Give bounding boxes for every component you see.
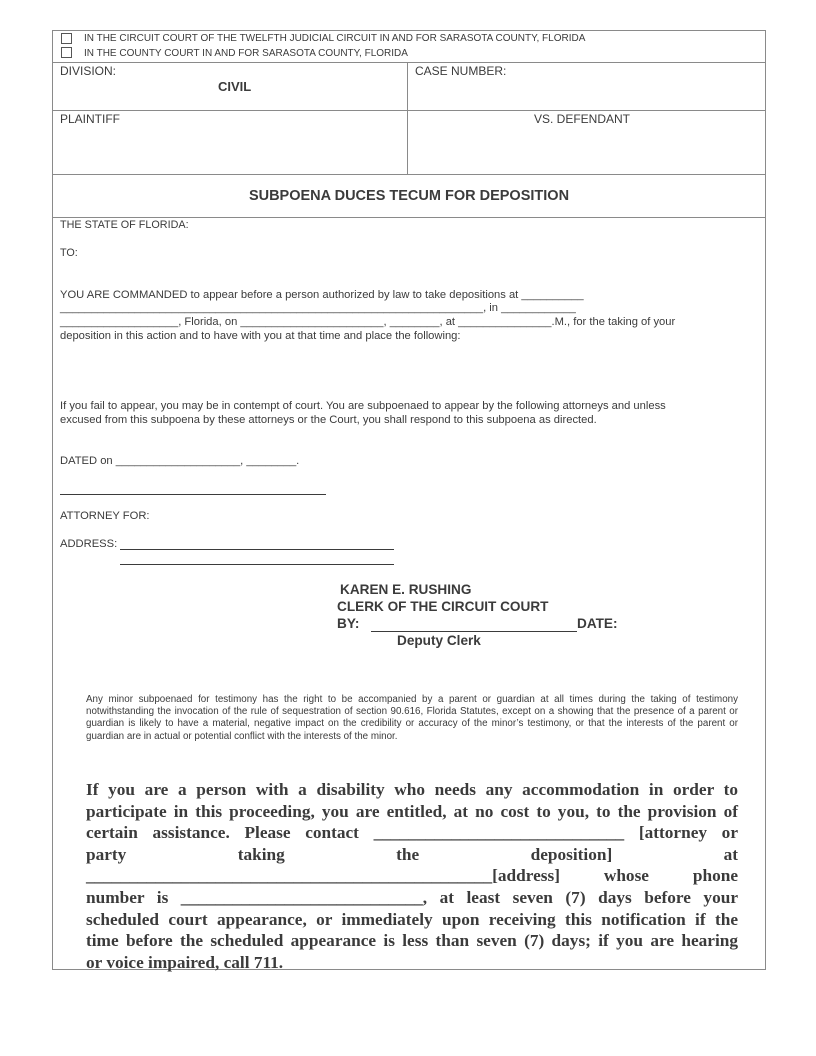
- ada-line: party taking the deposition] at: [86, 844, 738, 864]
- division-label: DIVISION:: [60, 64, 117, 78]
- ada-line: or voice impaired, call 711.: [86, 952, 284, 972]
- division-value: CIVIL: [218, 79, 252, 94]
- clerk-title: CLERK OF THE CIRCUIT COURT: [337, 599, 549, 614]
- county-court-checkbox[interactable]: [61, 47, 72, 58]
- dated-line: DATED on ____________________, ________.: [60, 455, 300, 467]
- command-line-4: deposition in this action and to have with you at that time and place the following:: [60, 330, 461, 342]
- ada-line: certain assistance. Please contact _____________________________ [attorney or: [86, 823, 738, 843]
- address-line-1[interactable]: [120, 549, 394, 550]
- ada-line: _______________________________________________[address] whose phone: [86, 866, 738, 886]
- command-line-1: YOU ARE COMMANDED to appear before a person authorized by law to take depositions at __________: [60, 289, 584, 301]
- contempt-line-1: If you fail to appear, you may be in contempt of court. You are subpoenaed to appear by the following attorneys and unless: [60, 400, 666, 412]
- address-line-2[interactable]: [120, 564, 394, 565]
- divider: [53, 174, 765, 175]
- clerk-name: KAREN E. RUSHING: [340, 582, 472, 597]
- divider: [53, 110, 765, 111]
- ada-line: If you are a person with a disability who needs any accommodation in order to: [86, 780, 738, 799]
- case-number-label: CASE NUMBER:: [415, 64, 507, 78]
- to-label: TO:: [60, 247, 78, 259]
- plaintiff-label: PLAINTIFF: [60, 112, 121, 126]
- minor-notice: Any minor subpoenaed for testimony has the right to be accompanied by a parent or guardian at all times during the taking of testimony notwithstanding the invocation of the rule of sequestration of section 90.616, Florida Statutes, except on a showing that the presence of a parent or guardian is likely to have a material, negative impact on the credibility or accuracy of the minor’s testimony, or that the interests of the parent or guardian are in actual or potential conflict with the interests of the minor.: [86, 694, 738, 742]
- county-court-label: IN THE COUNTY COURT IN AND FOR SARASOTA COUNTY, FLORIDA: [84, 48, 408, 59]
- attorney-for-label: ATTORNEY FOR:: [60, 510, 150, 522]
- clerk-signature-line[interactable]: [371, 631, 577, 632]
- document-title: SUBPOENA DUCES TECUM FOR DEPOSITION: [248, 188, 570, 204]
- circuit-court-label: IN THE CIRCUIT COURT OF THE TWELFTH JUDICIAL CIRCUIT IN AND FOR SARASOTA COUNTY, FLORIDA: [84, 33, 586, 44]
- column-divider: [407, 62, 408, 174]
- subpoena-form: [52, 30, 766, 970]
- circuit-court-checkbox[interactable]: [61, 33, 72, 44]
- defendant-label: VS. DEFENDANT: [534, 112, 631, 126]
- state-of-florida: THE STATE OF FLORIDA:: [60, 219, 189, 231]
- ada-line: number is ____________________________, at least seven (7) days before your: [86, 887, 738, 907]
- divider: [53, 217, 765, 218]
- ada-notice: [86, 779, 738, 973]
- ada-line: participate in this proceeding, you are entitled, at no cost to you, to the provision of: [86, 801, 738, 821]
- ada-line: time before the scheduled appearance is less than seven (7) days; if you are hearing: [86, 931, 738, 951]
- divider: [53, 62, 765, 63]
- command-line-2: ____________________________________________________________________, in ____________: [60, 302, 576, 314]
- command-line-3: ___________________, Florida, on _______________________, ________, at _______________.M., for the taking of your: [60, 316, 676, 328]
- ada-line: scheduled court appearance, or immediately upon receiving this notification if the: [86, 909, 738, 929]
- date-label: DATE:: [577, 616, 618, 631]
- by-label: BY:: [337, 616, 360, 631]
- address-label: ADDRESS:: [60, 538, 118, 550]
- attorney-signature-line[interactable]: [60, 494, 326, 495]
- deputy-clerk-label: Deputy Clerk: [397, 633, 481, 648]
- contempt-line-2: excused from this subpoena by these attorneys or the Court, you shall respond to this subpoena as directed.: [60, 414, 597, 426]
